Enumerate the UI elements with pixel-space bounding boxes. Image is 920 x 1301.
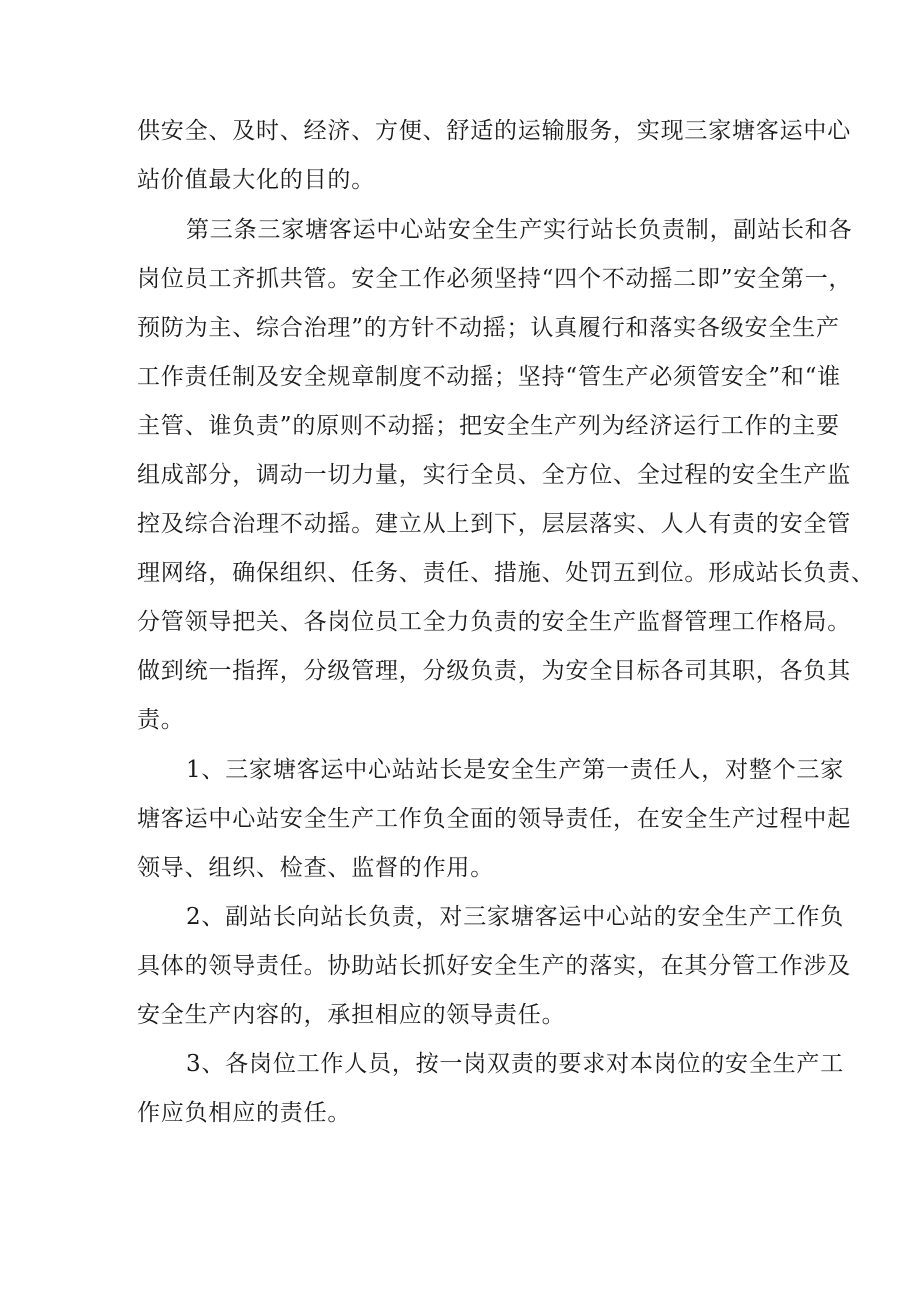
text-line: 供安全、及时、经济、方便、舒适的运输服务，实现三家塘客运中心 — [137, 118, 851, 144]
text-line: 3、各岗位工作人员，按一岗双责的要求对本岗位的安全生产工 — [186, 1051, 845, 1077]
text-line: 安全生产内容的，承担相应的领导责任。 — [137, 1002, 566, 1028]
text-line: 1、三家塘客运中心站站长是安全生产第一责任人，对整个三家 — [186, 757, 845, 783]
text-line: 作应负相应的责任。 — [137, 1100, 352, 1126]
text-line: 第三条三家塘客运中心站安全生产实行站长负责制，副站长和各 — [186, 217, 853, 243]
text-line: 理网络，确保组织、任务、责任、措施、处罚五到位。形成站长负责、 — [137, 560, 875, 586]
text-line: 做到统一指挥，分级管理，分级负责，为安全目标各司其职，各负其 — [137, 658, 851, 684]
text-line: 塘客运中心站安全生产工作负全面的领导责任，在安全生产过程中起 — [137, 806, 851, 832]
text-line: 主管、谁负责”的原则不动摇；把安全生产列为经济运行工作的主要 — [137, 413, 840, 439]
text-line: 组成部分，调动一切力量，实行全员、全方位、全过程的安全生产监 — [137, 462, 851, 488]
text-line: 分管领导把关、各岗位员工全力负责的安全生产监督管理工作格局。 — [137, 609, 851, 635]
text-line: 领导、组织、检查、监督的作用。 — [137, 855, 494, 881]
text-line: 责。 — [137, 707, 185, 733]
text-line: 站价值最大化的目的。 — [137, 167, 375, 193]
text-line: 预防为主、综合治理”的方针不动摇；认真履行和落实各级安全生产 — [137, 315, 840, 341]
text-line: 岗位员工齐抓共管。安全工作必须坚持“四个不动摇二即”安全第一， — [137, 266, 853, 292]
text-line: 具体的领导责任。协助站长抓好安全生产的落实，在其分管工作涉及 — [137, 953, 851, 979]
text-line: 2、副站长向站长负责，对三家塘客运中心站的安全生产工作负 — [186, 904, 845, 930]
text-line: 控及综合治理不动摇。建立从上到下，层层落实、人人有责的安全管 — [137, 511, 851, 537]
text-line: 工作责任制及安全规章制度不动摇；坚持“管生产必须管安全”和“谁 — [137, 364, 842, 390]
